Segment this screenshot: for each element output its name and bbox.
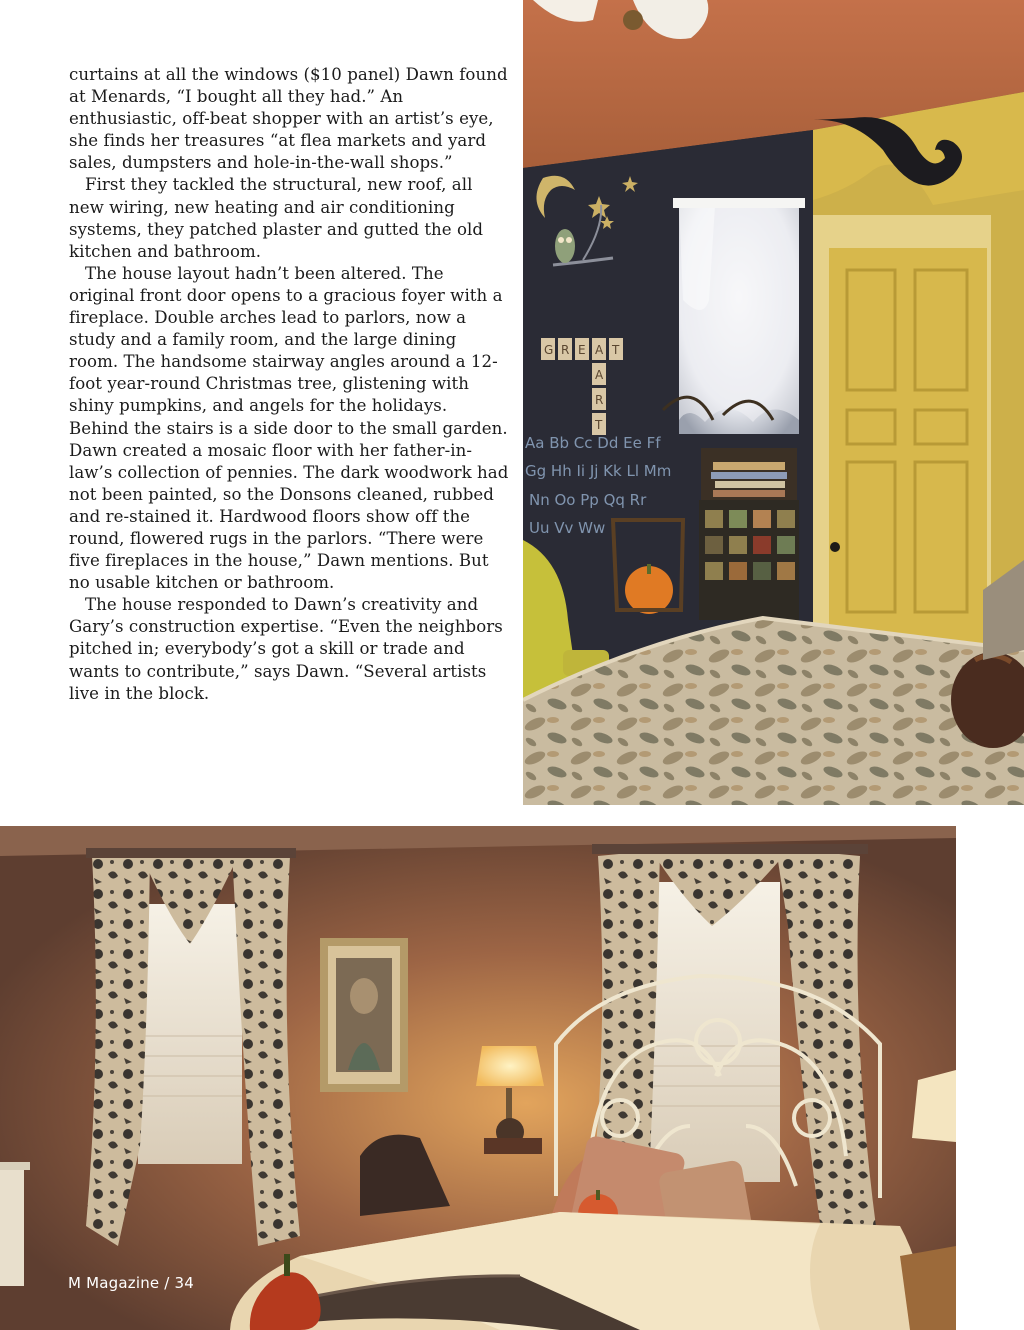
paragraph: The house responded to Dawn’s creativity and Gary’s construction expertise. “Even the neighbors pitched in; everybody’s got a skill or trade and wants to contribute,” says Dawn. “Several artists live in the block. [69,595,503,703]
tile-letter: R [561,343,570,357]
tile-letter: T [595,418,603,432]
tile-letter: A [595,368,604,382]
tile-letter: G [544,343,554,357]
bedroom-photo-chalkboard [523,0,1024,805]
bedroom-illustration [0,826,956,1330]
paragraph: curtains at all the windows ($10 panel) Dawn found at Menards, “I bought all they had.” An enthusiastic, off-beat shopper with an artist’s eye, she finds her treasures “at flea markets and yard sales, dumpsters and hole-in-the-wall shops.” [69,65,508,173]
page-folio: M Magazine / 34 [68,1274,195,1292]
paragraph: First they tackled the structural, new roof, all new wiring, new heating and air conditioning systems, they patched plaster and gutted the old kitchen and bathroom. [69,175,484,261]
chalk-line: Nn Oo Pp Qq Rr [529,491,647,509]
chalk-line: Uu Vv Ww [529,519,606,537]
chalk-line: Aa Bb Cc Dd Ee Ff [525,434,661,452]
chalk-line: Gg Hh Ii Jj Kk Ll Mm [525,462,672,480]
tile-letter: R [595,393,604,407]
bedroom-photo-warm [0,826,956,1330]
tile-letter: T [612,343,620,357]
tile-letter: E [578,343,586,357]
paragraph: The house layout hadn’t been altered. The original front door opens to a gracious foyer with a fireplace. Double arches lead to parlors, now a study and a family room, and the large dining room. The handsome stairway angles around a 12-foot year-round Christmas tree, glistening with shiny pumpkins, and angels for the holidays. Behind the stairs is a side door to the small garden. Dawn created a mosaic floor with her father-in-law’s collection of pennies. The dark woodwork had not been painted, so the Donsons cleaned, rubbed and re-stained it. Hardwood floors show off the round, flowered rugs in the parlors. “There were five fireplaces in the house,” Dawn mentions. But no usable kitchen or bathroom. [69,263,509,593]
article-body [69,64,509,705]
bedroom-illustration [523,0,1024,805]
tile-letter: A [595,343,604,357]
